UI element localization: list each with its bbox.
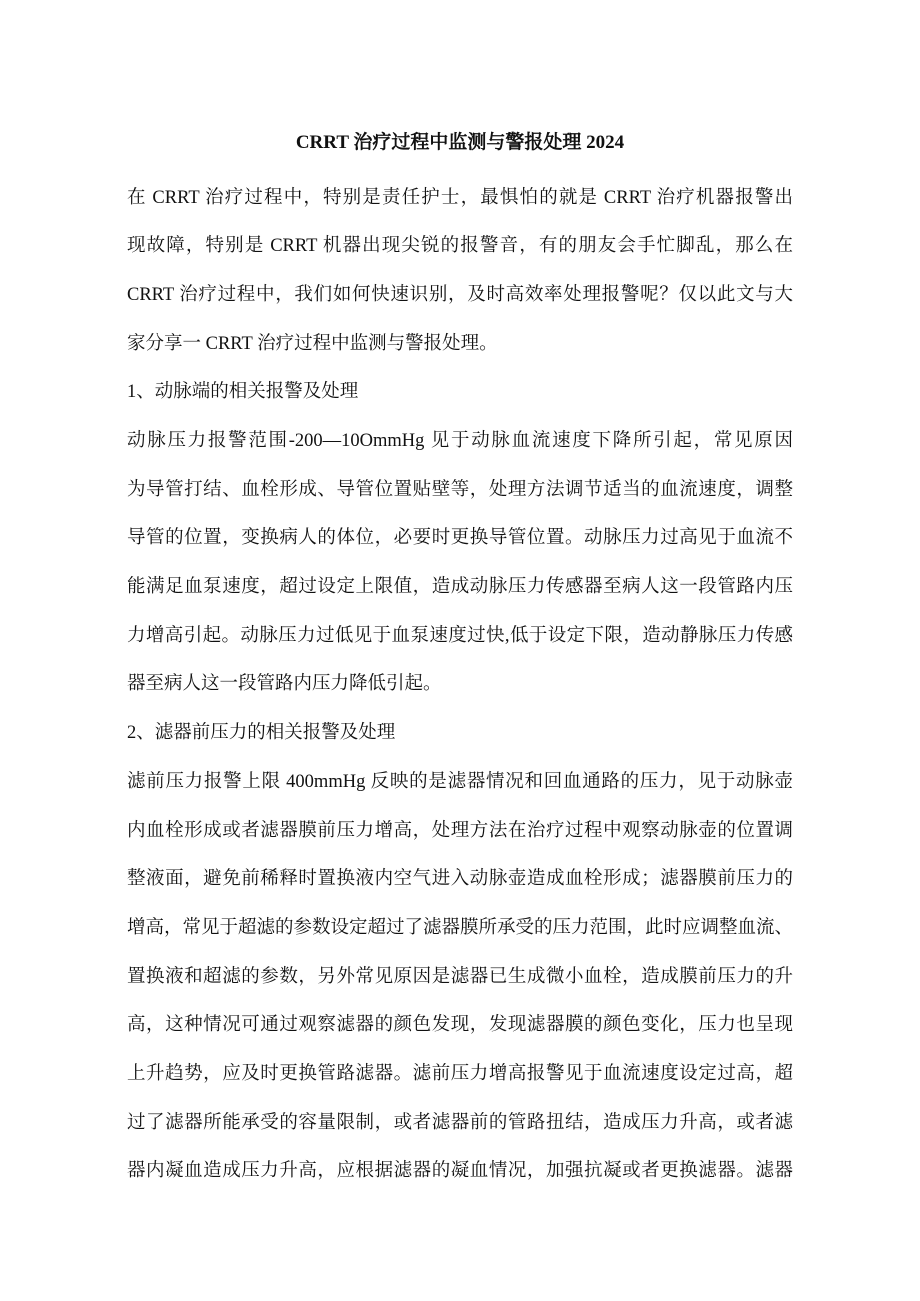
body-line: 高，这种情况可通过观察滤器的颜色发现，发现滤器膜的颜色变化，压力也呈现 [127,1015,793,1036]
body-line: 器至病人这一段管路内压力降低引起。 [127,674,442,695]
body-line: 滤前压力报警上限 400mmHg 反映的是滤器情况和回血通路的压力，见于动脉壶 [127,771,793,792]
section-heading: 2、滤器前压力的相关报警及处理 [127,723,396,744]
body-line: 在 CRRT 治疗过程中，特别是责任护士，最惧怕的就是 CRRT 治疗机器报警出 [127,187,793,208]
body-line: 上升趋势，应及时更换管路滤器。滤前压力增高报警见于血流速度设定过高，超 [127,1063,793,1084]
body-line: 为导管打结、血栓形成、导管位置贴壁等，处理方法调节适当的血流速度，调整 [127,479,793,500]
body-line: 能满足血泵速度，超过设定上限值，造成动脉压力传感器至病人这一段管路内压 [127,577,793,598]
body-line: 力增高引起。动脉压力过低见于血泵速度过快,低于设定下限，造动静脉压力传感 [127,625,793,646]
body-line: 置换液和超滤的参数，另外常见原因是滤器已生成微小血栓，造成膜前压力的升 [127,966,793,987]
document-body [127,174,793,1196]
section2-paragraph [127,758,793,1196]
body-line: 家分享一 CRRT 治疗过程中监测与警报处理。 [127,333,498,354]
document-title: CRRT 治疗过程中监测与警报处理 2024 [295,132,625,153]
body-line: 导管的位置，变换病人的体位，必要时更换导管位置。动脉压力过高见于血流不 [127,528,793,549]
body-line: 整液面，避免前稀释时置换液内空气进入动脉壶造成血栓形成；滤器膜前压力的 [127,869,793,890]
body-line: 动脉压力报警范围-200—10OmmHg 见于动脉血流速度下降所引起，常见原因 [127,431,793,452]
body-line: 过了滤器所能承受的容量限制，或者滤器前的管路扭结，造成压力升高，或者滤 [127,1112,793,1133]
body-line: 内血栓形成或者滤器膜前压力增高，处理方法在治疗过程中观察动脉壶的位置调 [127,820,793,841]
body-line: 器内凝血造成压力升高，应根据滤器的凝血情况，加强抗凝或者更换滤器。滤器 [127,1161,793,1182]
body-line: 增高，常见于超滤的参数设定超过了滤器膜所承受的压力范围，此时应调整血流、 [127,917,793,938]
intro-paragraph [127,174,793,369]
body-line: CRRT 治疗过程中，我们如何快速识别，及时高效率处理报警呢？仅以此文与大 [127,284,793,305]
body-line: 现故障，特别是 CRRT 机器出现尖锐的报警音，有的朋友会手忙脚乱，那么在 [127,236,793,257]
section-heading: 1、动脉端的相关报警及处理 [127,382,359,403]
section1-paragraph [127,417,793,709]
